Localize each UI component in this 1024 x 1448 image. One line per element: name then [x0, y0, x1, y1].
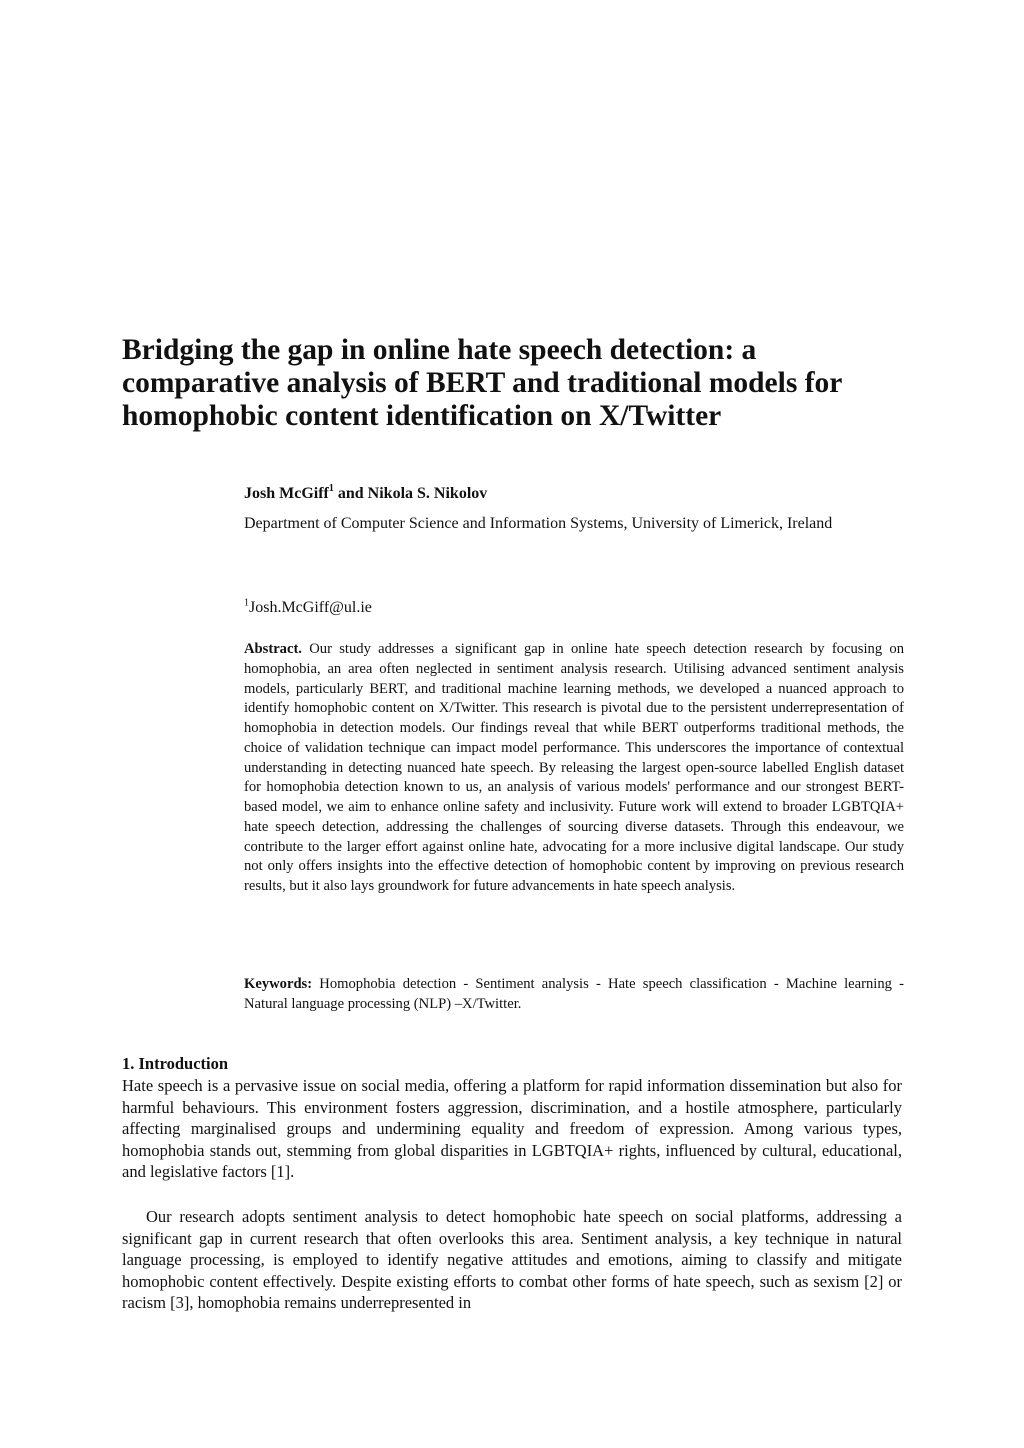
- abstract-label: Abstract.: [244, 641, 302, 657]
- introduction-paragraph-2: Our research adopts sentiment analysis to detect homophobic hate speech on social platforms, addressing a significant gap in current research that often overlooks this area. Sentiment analysis, a key technique in natural language processing, is employed to identify negative attitudes and emotions, aiming to classify and mitigate homophobic content effectively. Despite existing efforts to combat other forms of hate speech, such as sexism [2] or racism [3], homophobia remains underrepresented in: [122, 1207, 902, 1313]
- affiliation: Department of Computer Science and Information Systems, University of Limerick, Ireland: [244, 515, 833, 532]
- first-author: Josh McGiff: [244, 485, 329, 502]
- paper-title: Bridging the gap in online hate speech detection: a comparative analysis of BERT and traditional models for homophobic content identification on X/Twitter: [122, 334, 842, 432]
- abstract: [244, 640, 904, 897]
- affiliation-marker: 1: [328, 482, 334, 494]
- section-heading-introduction: 1. Introduction: [122, 1054, 229, 1073]
- abstract-text: Our study addresses a significant gap in online hate speech detection research by focusing on homophobia, an area often neglected in sentiment analysis research. Utilising advanced sentiment analysis models, particularly BERT, and traditional machine learning methods, we developed a nuanced approach to identify homophobic content on X/Twitter. This research is pivotal due to the persistent underrepresentation of homophobia in detection models. Our findings reveal that while BERT outperforms traditional methods, the choice of validation technique can impact model performance. This underscores the importance of contextual understanding in detecting nuanced hate speech. By releasing the largest open-source labelled English dataset for homophobia detection known to us, an analysis of various models' performance and our strongest BERT-based model, we aim to enhance online safety and inclusivity. Future work will extend to broader LGBTQIA+ hate speech detection, addressing the challenges of sourcing diverse datasets. Through this endeavour, we contribute to the larger effort against online hate, advocating for a more inclusive digital landscape. Our study not only offers insights into the effective detection of homophobic content by improving on previous research results, but it also lays groundwork for future advancements in hate speech analysis.: [244, 641, 904, 894]
- email-address: Josh.McGiff@ul.ie: [249, 599, 372, 616]
- email-marker: 1: [244, 597, 249, 609]
- keywords: [244, 975, 904, 1015]
- second-author: and Nikola S. Nikolov: [333, 485, 488, 502]
- author-line: [244, 484, 904, 504]
- contact-email: [244, 598, 904, 618]
- keywords-label: Keywords:: [244, 976, 313, 992]
- keywords-text: Homophobia detection - Sentiment analysis - Hate speech classification - Machine learning - Natural language processing (NLP) –X/Twitter.: [244, 976, 904, 1012]
- introduction-paragraph-1: Hate speech is a pervasive issue on social media, offering a platform for rapid information dissemination but also for harmful behaviours. This environment fosters aggression, discrimination, and a hostile atmosphere, particularly affecting marginalised groups and undermining equality and freedom of expression. Among various types, homophobia stands out, stemming from global disparities in LGBTQIA+ rights, influenced by cultural, educational, and legislative factors [1].: [122, 1076, 902, 1182]
